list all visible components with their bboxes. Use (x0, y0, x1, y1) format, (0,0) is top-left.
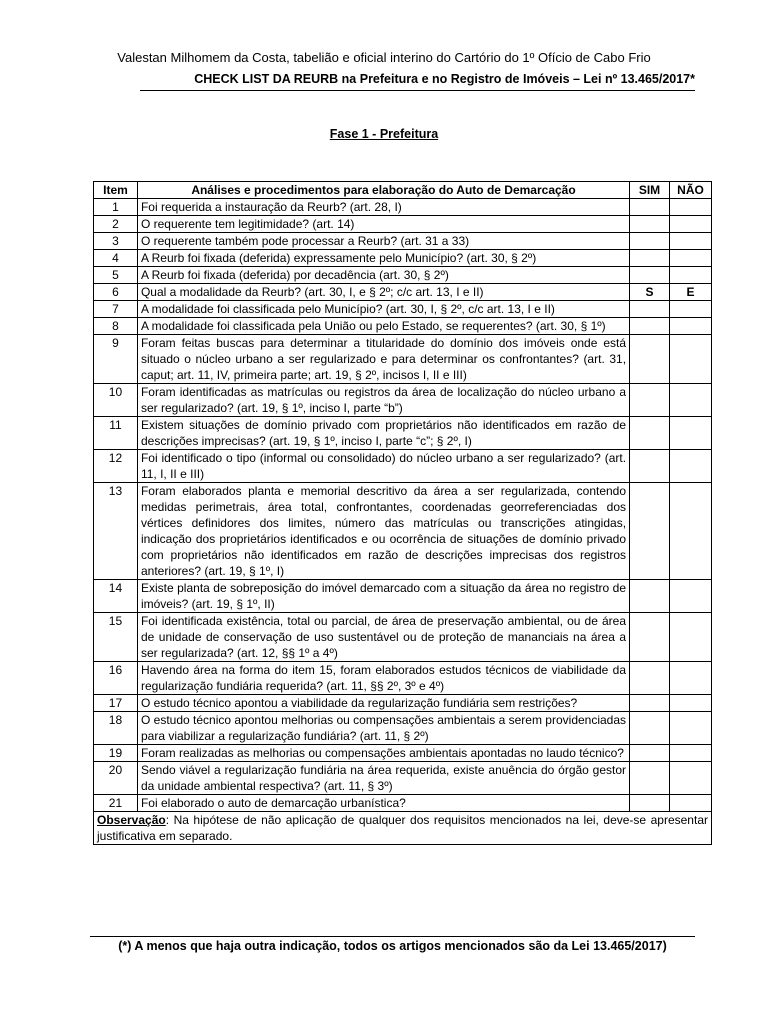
question-text: A Reurb foi fixada (deferida) por decadência (art. 30, § 2º) (137, 267, 629, 284)
sim-checkbox-cell[interactable] (630, 613, 670, 662)
nao-checkbox-cell[interactable] (670, 795, 712, 812)
table-row (94, 267, 712, 284)
question-text: Foi identificada existência, total ou parcial, de área de preservação ambiental, ou de área de unidade de conservação de uso sustentável ou de proteção de mananciais na área a ser regularizada? (art. 12, §§ 1º a 4º) (137, 613, 629, 662)
question-text: Foram feitas buscas para determinar a titularidade do domínio dos imóveis onde está situado o núcleo urbano a ser regularizado e para determinar os confrontantes? (art. 31, caput; art. 11, IV, primeira parte; art. 19, § 2º, incisos I, II e III) (137, 335, 629, 384)
item-number: 14 (94, 580, 138, 613)
question-text: A modalidade foi classificada pelo Município? (art. 30, I, § 2º, c/c art. 13, I e II) (137, 301, 629, 318)
table-row (94, 250, 712, 267)
nao-checkbox-cell[interactable] (670, 301, 712, 318)
sim-checkbox-cell[interactable] (630, 712, 670, 745)
table-row (94, 199, 712, 216)
item-number: 13 (94, 483, 138, 580)
item-number: 10 (94, 384, 138, 417)
phase-title-text: Fase 1 - Prefeitura (329, 127, 439, 141)
item-number: 3 (94, 233, 138, 250)
question-text: A Reurb foi fixada (deferida) expressamente pelo Município? (art. 30, § 2º) (137, 250, 629, 267)
question-text: Foi requerida a instauração da Reurb? (art. 28, I) (137, 199, 629, 216)
item-number: 19 (94, 745, 138, 762)
header-question: Análises e procedimentos para elaboração do Auto de Demarcação (137, 182, 629, 199)
question-text: Foi elaborado o auto de demarcação urbanística? (137, 795, 629, 812)
table-row (94, 662, 712, 695)
nao-checkbox-cell[interactable] (670, 613, 712, 662)
sim-checkbox-cell[interactable] (630, 384, 670, 417)
question-text: Qual a modalidade da Reurb? (art. 30, I, e § 2º; c/c art. 13, I e II) (137, 284, 629, 301)
nao-checkbox-cell[interactable] (670, 483, 712, 580)
header-nao: NÃO (670, 182, 712, 199)
checklist-table (93, 181, 712, 845)
item-number: 2 (94, 216, 138, 233)
question-text: Havendo área na forma do item 15, foram elaborados estudos técnicos de viabilidade da regularização fundiária requerida? (art. 11, §§ 2º, 3º e 4º) (137, 662, 629, 695)
table-row (94, 613, 712, 662)
sim-checkbox-cell[interactable] (630, 483, 670, 580)
item-number: 18 (94, 712, 138, 745)
table-row (94, 483, 712, 580)
sim-checkbox-cell[interactable] (630, 662, 670, 695)
sim-checkbox-cell[interactable] (630, 267, 670, 284)
item-number: 5 (94, 267, 138, 284)
table-row (94, 301, 712, 318)
nao-checkbox-cell[interactable] (670, 384, 712, 417)
question-text: O requerente também pode processar a Reurb? (art. 31 a 33) (137, 233, 629, 250)
sim-checkbox-cell[interactable] (630, 580, 670, 613)
nao-checkbox-cell[interactable] (670, 233, 712, 250)
nao-checkbox-cell[interactable] (670, 318, 712, 335)
sim-checkbox-cell[interactable] (630, 250, 670, 267)
document-header-author: Valestan Milhomem da Costa, tabelião e oficial interino do Cartório do 1º Ofício de Cabo Frio (117, 50, 651, 65)
table-row (94, 335, 712, 384)
item-number: 16 (94, 662, 138, 695)
nao-checkbox-cell[interactable] (670, 712, 712, 745)
table-row (94, 233, 712, 250)
question-text: Foram realizadas as melhorias ou compensações ambientais apontadas no laudo técnico? (137, 745, 629, 762)
nao-checkbox-cell[interactable] (670, 745, 712, 762)
question-text: Existem situações de domínio privado com proprietários não identificados em razão de descrições imprecisas? (art. 19, § 1º, inciso I, parte “c”; § 2º, I) (137, 417, 629, 450)
item-number: 4 (94, 250, 138, 267)
table-row (94, 745, 712, 762)
nao-checkbox-cell[interactable] (670, 450, 712, 483)
sim-checkbox-cell[interactable] (630, 417, 670, 450)
item-number: 7 (94, 301, 138, 318)
sim-checkbox-cell[interactable] (630, 301, 670, 318)
table-row (94, 450, 712, 483)
nao-checkbox-cell[interactable] (670, 662, 712, 695)
question-text: Sendo viável a regularização fundiária na área requerida, existe anuência do órgão gestor da unidade ambiental respectiva? (art. 11, § 3º) (137, 762, 629, 795)
item-number: 15 (94, 613, 138, 662)
table-row (94, 712, 712, 745)
observation-text: : Na hipótese de não aplicação de qualquer dos requisitos mencionados na lei, deve-se apresentar justificativa em separado. (97, 813, 708, 843)
sim-checkbox-cell[interactable] (630, 318, 670, 335)
item-number: 20 (94, 762, 138, 795)
table-row (94, 284, 712, 301)
phase-title (0, 127, 768, 141)
question-text: Foi identificado o tipo (informal ou consolidado) do núcleo urbano a ser regularizado? (art. 11, I, II e III) (137, 450, 629, 483)
nao-checkbox-cell[interactable] (670, 417, 712, 450)
observation-label: Observação (97, 813, 166, 827)
sim-checkbox-cell[interactable] (630, 335, 670, 384)
item-number: 8 (94, 318, 138, 335)
sim-checkbox-cell[interactable]: S (630, 284, 670, 301)
nao-checkbox-cell[interactable] (670, 250, 712, 267)
sim-checkbox-cell[interactable] (630, 199, 670, 216)
nao-checkbox-cell[interactable] (670, 580, 712, 613)
header-item: Item (94, 182, 138, 199)
item-number: 9 (94, 335, 138, 384)
item-number: 21 (94, 795, 138, 812)
sim-checkbox-cell[interactable] (630, 762, 670, 795)
question-text: Foram identificadas as matrículas ou registros da área de localização do núcleo urbano a ser regularizado? (art. 19, § 1º, inciso I, parte “b”) (137, 384, 629, 417)
document-header-title: CHECK LIST DA REURB na Prefeitura e no Registro de Imóveis – Lei nº 13.465/2017* (140, 72, 695, 91)
table-row (94, 695, 712, 712)
item-number: 12 (94, 450, 138, 483)
footnote: (*) A menos que haja outra indicação, todos os artigos mencionados são da Lei 13.465/2017) (90, 936, 695, 953)
item-number: 6 (94, 284, 138, 301)
table-header-row (94, 182, 712, 199)
table-row (94, 318, 712, 335)
item-number: 1 (94, 199, 138, 216)
observation-cell (94, 812, 712, 845)
sim-checkbox-cell[interactable] (630, 216, 670, 233)
question-text: Foram elaborados planta e memorial descritivo da área a ser regularizada, contendo medidas perimetrais, área total, confrontantes, coordenadas georreferenciadas dos vértices definidores dos limites, número das matrículas ou transcrições atingidas, indicação dos proprietários identificados e ou ocorrência de situações de domínio privado com proprietários não identificados em razão de descrições imprecisas dos registros anteriores? (art. 19, § 1º, I) (137, 483, 629, 580)
nao-checkbox-cell[interactable] (670, 267, 712, 284)
table-row (94, 216, 712, 233)
item-number: 11 (94, 417, 138, 450)
nao-checkbox-cell[interactable] (670, 762, 712, 795)
table-row (94, 795, 712, 812)
sim-checkbox-cell[interactable] (630, 233, 670, 250)
nao-checkbox-cell[interactable]: E (670, 284, 712, 301)
table-row (94, 762, 712, 795)
question-text: O estudo técnico apontou a viabilidade da regularização fundiária sem restrições? (137, 695, 629, 712)
table-row (94, 417, 712, 450)
question-text: A modalidade foi classificada pela União ou pelo Estado, se requerentes? (art. 30, § 1º) (137, 318, 629, 335)
sim-checkbox-cell[interactable] (630, 745, 670, 762)
header-sim: SIM (630, 182, 670, 199)
sim-checkbox-cell[interactable] (630, 695, 670, 712)
table-row (94, 384, 712, 417)
nao-checkbox-cell[interactable] (670, 335, 712, 384)
observation-row (94, 812, 712, 845)
nao-checkbox-cell[interactable] (670, 695, 712, 712)
table-row (94, 580, 712, 613)
sim-checkbox-cell[interactable] (630, 795, 670, 812)
question-text: O estudo técnico apontou melhorias ou compensações ambientais a serem providenciadas para viabilizar a regularização fundiária? (art. 11, § 2º) (137, 712, 629, 745)
checklist-rows (94, 199, 712, 812)
question-text: O requerente tem legitimidade? (art. 14) (137, 216, 629, 233)
nao-checkbox-cell[interactable] (670, 199, 712, 216)
question-text: Existe planta de sobreposição do imóvel demarcado com a situação da área no registro de imóveis? (art. 19, § 1º, II) (137, 580, 629, 613)
nao-checkbox-cell[interactable] (670, 216, 712, 233)
sim-checkbox-cell[interactable] (630, 450, 670, 483)
item-number: 17 (94, 695, 138, 712)
